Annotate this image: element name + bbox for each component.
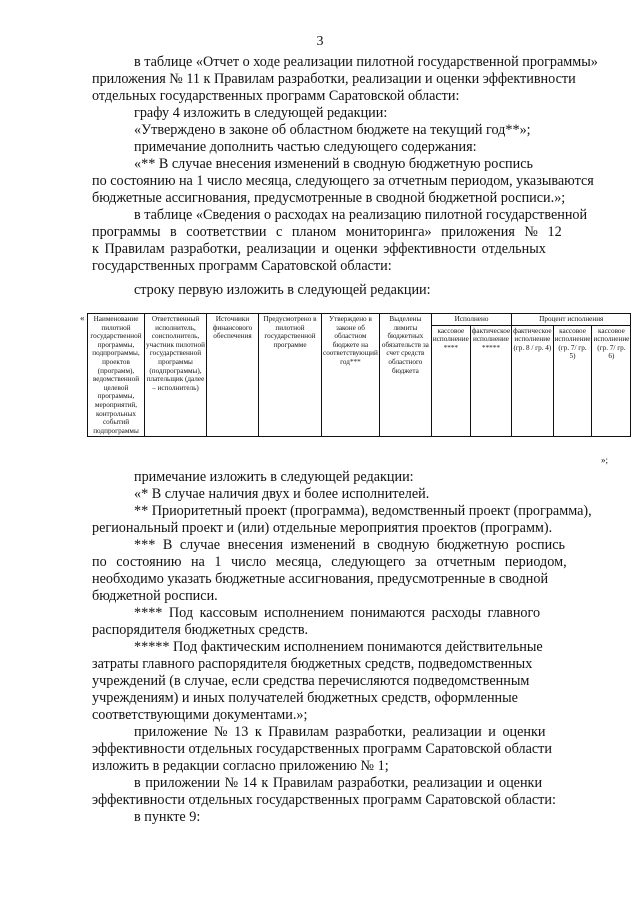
paragraph-line: «** В случае внесения изменений в сводную бюджетную роспись [134,156,533,172]
paragraph-line: приложения № 11 к Правилам разработки, реализации и оценки эффективности [92,71,576,87]
paragraph-line: к Правилам разработки, реализации и оценки эффективности отдельных [92,241,546,257]
table-open-quote: « [80,313,85,323]
col-limits-header: Выделены лимиты бюджетных обязательств за счет средств областного бюджета [379,314,431,437]
paragraph-line: бюджетные ассигнования, предусмотренные в сводной бюджетной росписи.»; [92,190,566,206]
sub-cash-executed: кассовое исполнение **** [431,325,470,437]
paragraph-line: ** Приоритетный проект (программа), ведомственный проект (программа), [134,503,592,519]
paragraph-line: по состоянию на 1 число месяца, следующего за отчетным периодом, указываются [92,173,594,189]
paragraph-line: эффективности отдельных государственных программ Саратовской области [92,741,552,757]
col-approved-header: Утверждено в законе об областном бюджете на соответствующий год*** [322,314,380,437]
paragraph-line: «Утверждено в законе об областном бюджете на текущий год**»; [134,122,531,138]
col-name-header: Наименование пилотной государственной программы, подпрограммы, проектов (программ), ведомственной целевой программы, мероприятий, контрольных событий подпрограммы [88,314,145,437]
table-close-quote: »; [601,455,609,465]
paragraph-line: *** В случае внесения изменений в сводную бюджетную роспись [134,537,565,553]
paragraph-line: в пункте 9: [134,809,201,825]
paragraph-line: **** Под кассовым исполнением понимаются расходы главного [134,605,541,621]
paragraph-line: распорядителя бюджетных средств. [92,622,309,638]
paragraph-line: ***** Под фактическим исполнением понимаются действительные [134,639,543,655]
paragraph-line: «* В случае наличия двух и более исполнителей. [134,486,430,502]
paragraph-line: программы в соответствии с планом мониторинга» приложения № 12 [92,224,562,240]
paragraph-line: по состоянию на 1 число месяца, следующего за отчетным периодом, [92,554,567,570]
group-executed-header: Исполнено [431,314,511,326]
page-number: 3 [316,34,324,49]
paragraph-line: учреждениям) и иных получателей бюджетных средств, оформленные [92,690,518,706]
col-executor-header: Ответственный исполнитель, соисполнитель, участник пилотной государственной программы (подпрограммы), плательщик (далее – исполнитель) [145,314,207,437]
paragraph-line: учреждений (в случае, если средства перечисляются подведомственным [92,673,530,689]
col-sources-header: Источники финансового обеспечения [207,314,259,437]
paragraph-line: в таблице «Отчет о ходе реализации пилотной государственной программы» [134,54,598,70]
paragraph-line: изложить в редакции согласно приложению № 1; [92,758,389,774]
sub-cash-percent-5: кассовое исполнение (гр. 7/ гр. 5) [553,325,592,437]
paragraph-line: строку первую изложить в следующей редакции: [134,282,431,298]
paragraph-line: затраты главного распорядителя бюджетных средств, подведомственных [92,656,533,672]
paragraph-line: в таблице «Сведения о расходах на реализацию пилотной государственной [134,207,588,223]
paragraph-line: государственных программ Саратовской области: [92,258,392,274]
expenses-table [87,313,631,437]
paragraph-line: примечание дополнить частью следующего содержания: [134,139,477,155]
paragraph-line: соответствующими документами.»; [92,707,308,723]
paragraph-line: отдельных государственных программ Саратовской области: [92,88,460,104]
sub-actual-percent: фактическое исполнение (гр. 8 / гр. 4) [512,325,553,437]
col-planned-header: Предусмотрено в пилотной государственной программе [259,314,322,437]
paragraph-line: графу 4 изложить в следующей редакции: [134,105,388,121]
paragraph-line: эффективности отдельных государственных программ Саратовской области: [92,792,556,808]
sub-cash-percent-6: кассовое исполнение (гр. 7/ гр. 6) [592,325,631,437]
paragraph-line: примечание изложить в следующей редакции: [134,469,414,485]
paragraph-line: региональный проект и (или) отдельные мероприятия проектов (программ). [92,520,553,536]
paragraph-line: в приложении № 14 к Правилам разработки, реализации и оценки [134,775,543,791]
group-percent-header: Процент исполнения [512,314,631,326]
paragraph-line: приложение № 13 к Правилам разработки, реализации и оценки [134,724,546,740]
paragraph-line: необходимо указать бюджетные ассигнования, предусмотренные в сводной [92,571,549,587]
sub-actual-executed: фактическое исполнение ***** [470,325,511,437]
paragraph-line: бюджетной росписи. [92,588,218,604]
